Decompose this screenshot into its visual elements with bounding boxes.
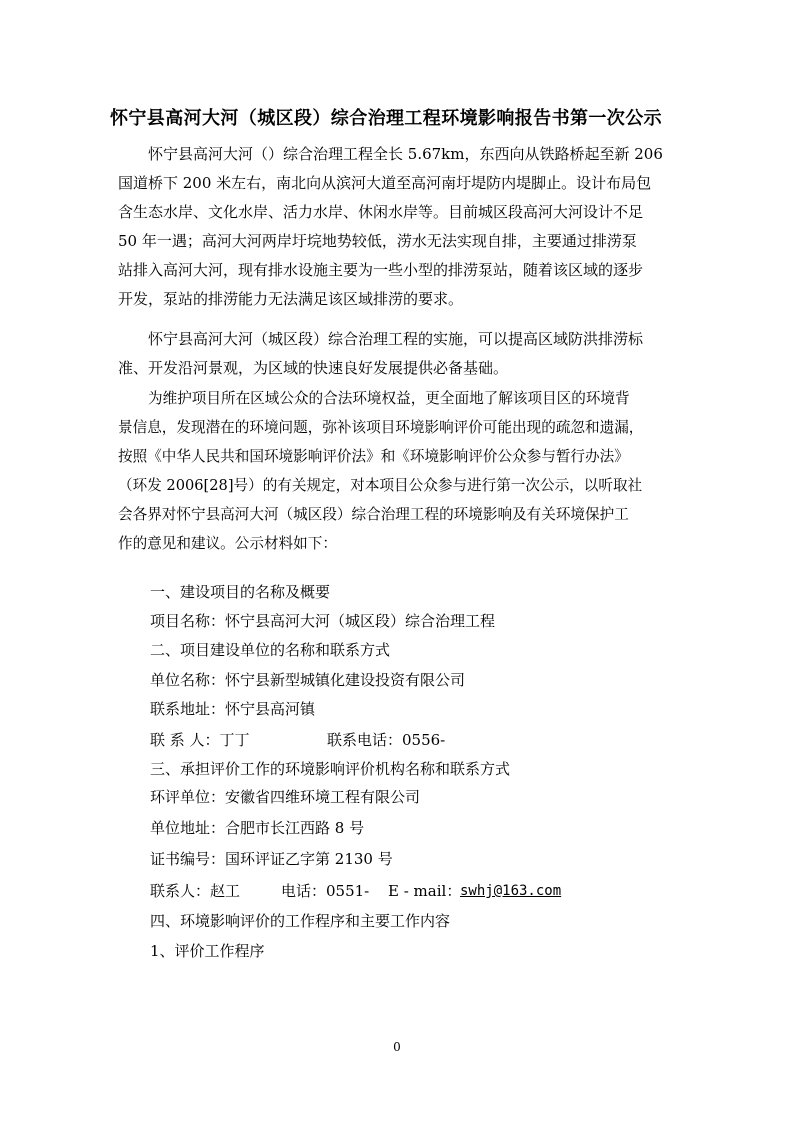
eia-address: 单位地址：合肥市长江西路 8 号 — [150, 819, 365, 837]
project-name: 项目名称：怀宁县高河大河（城区段）综合治理工程 — [150, 612, 496, 630]
text-line: 50 年一遇；高河大河两岸圩垸地势较低，涝水无法实现自排，主要通过排涝泵 — [118, 232, 637, 250]
text-line: 怀宁县高河大河（城区段）综合治理工程的实施，可以提高区域防洪排涝标 — [148, 330, 644, 348]
subsection-heading: 1、评价工作程序 — [150, 942, 265, 960]
unit-address: 联系地址：怀宁县高河镇 — [150, 700, 316, 718]
eia-phone: 电话：0551- — [281, 882, 370, 900]
text-line: 景信息，发现潜在的环境问题，弥补该项目环境影响评价可能出现的疏忽和遗漏， — [118, 419, 644, 436]
page-title: 怀宁县高河大河（城区段）综合治理工程环境影响报告书第一次公示 — [110, 108, 662, 129]
section-heading-2: 二、项目建设单位的名称和联系方式 — [150, 641, 391, 659]
text-line: 会各界对怀宁县高河大河（城区段）综合治理工程的环境影响及有关环境保护工 — [118, 506, 629, 523]
text-line: 国道桥下 200 米左右，南北向从滨河大道至高河南圩堤防内堤脚止。设计布局包 — [118, 174, 652, 192]
certificate-number: 证书编号：国环评证乙字第 2130 号 — [150, 850, 393, 868]
text-line: 准、开发沿河景观，为区域的快速良好发展提供必备基础。 — [118, 359, 509, 377]
eia-unit: 环评单位：安徽省四维环境工程有限公司 — [150, 788, 421, 806]
section-heading-1: 一、建设项目的名称及概要 — [150, 583, 331, 601]
section-heading-4: 四、环境影响评价的工作程序和主要工作内容 — [150, 912, 451, 930]
unit-name: 单位名称：怀宁县新型城镇化建设投资有限公司 — [150, 671, 466, 689]
email-address[interactable]: swhj@163.com — [460, 883, 562, 899]
text-line: 开发，泵站的排涝能力无法满足该区域排涝的要求。 — [118, 290, 464, 308]
eia-email-label: E - mail： — [388, 882, 462, 900]
text-line: （环发 2006[28]号）的有关规定，对本项目公众参与进行第一次公示，以听取社 — [118, 477, 643, 494]
contact-phone: 联系电话：0556- — [327, 731, 446, 749]
paragraph-benefit — [118, 325, 680, 383]
page-number: 0 — [393, 1040, 401, 1054]
text-line: 怀宁县高河大河（）综合治理工程全长 5.67km，东西向从铁路桥起至新 206 — [148, 145, 663, 163]
text-line: 作的意见和建议。公示材料如下： — [118, 535, 337, 552]
eia-email-link[interactable] — [460, 881, 561, 899]
section-heading-3: 三、承担评价工作的环境影响评价机构名称和联系方式 — [150, 760, 511, 778]
text-line: 含生态水岸、文化水岸、活力水岸、休闲水岸等。目前城区段高河大河设计不足 — [118, 203, 644, 221]
contact-person: 联 系 人：丁丁 — [150, 731, 250, 749]
text-line: 站排入高河大河，现有排水设施主要为一些小型的排涝泵站，随着该区域的逐步 — [118, 261, 644, 279]
text-line: 为维护项目所在区域公众的合法环境权益，更全面地了解该项目区的环境背 — [148, 390, 630, 407]
eia-contact: 联系人：赵工 — [150, 882, 241, 900]
text-line: 按照《中华人民共和国环境影响评价法》和《环境影响评价公众参与暂行办法》 — [118, 448, 629, 465]
paragraph-purpose — [118, 384, 680, 558]
paragraph-intro — [118, 140, 680, 314]
